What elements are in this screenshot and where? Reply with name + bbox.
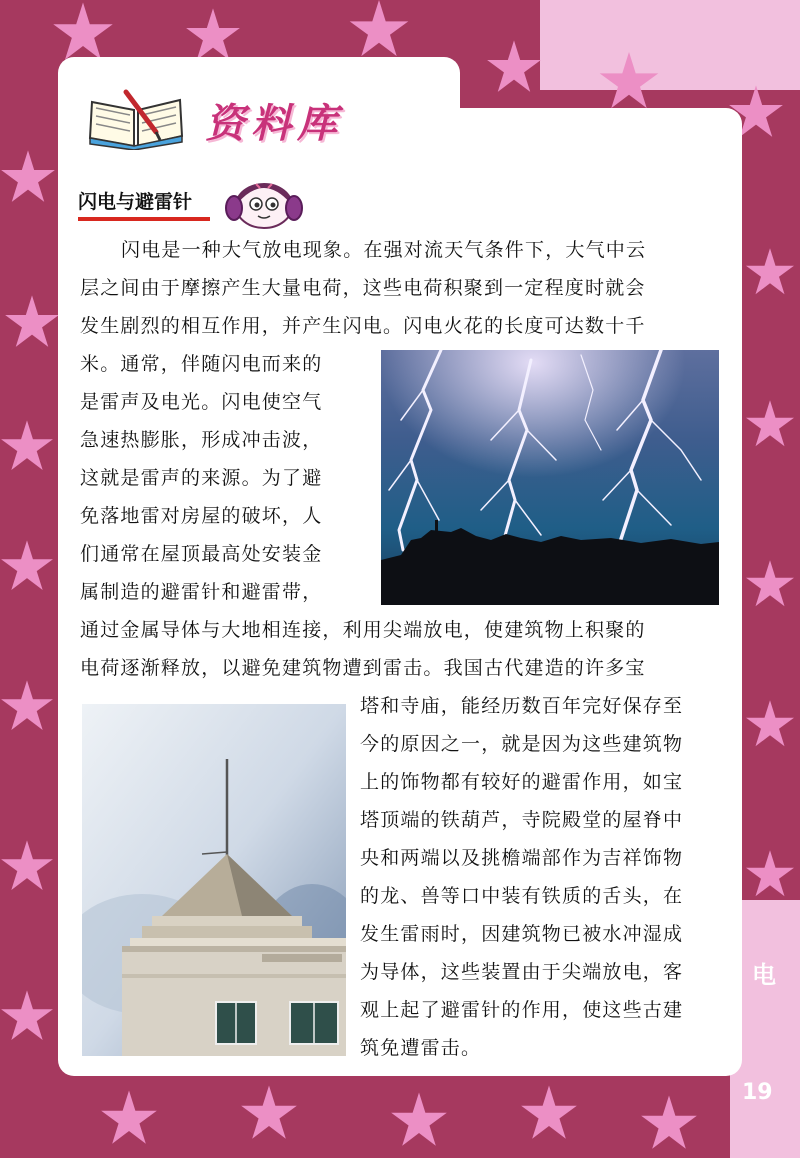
paragraph-line: 免落地雷对房屋的破坏，人 (80, 505, 323, 527)
paragraph-line: 央和两端以及挑檐端部作为吉祥饰物 (360, 847, 684, 869)
paragraph-line: 发生剧烈的相互作用，并产生闪电。闪电火花的长度可达数十千 (80, 315, 646, 337)
open-book-icon (86, 88, 186, 150)
page-number: 19 (742, 1080, 773, 1105)
background-accent-top (540, 0, 800, 90)
paragraph-line: 筑免遭雷击。 (360, 1037, 482, 1059)
paragraph-line: 这就是雷声的来源。为了避 (80, 467, 323, 489)
paragraph-line: 上的饰物都有较好的避雷作用，如宝 (360, 771, 684, 793)
paragraph-line: 层之间由于摩擦产生大量电荷，这些电荷积聚到一定程度时就会 (80, 277, 646, 299)
chapter-side-label: 电 (752, 961, 776, 989)
paragraph-line: 的龙、兽等口中装有铁质的舌头，在 (360, 885, 684, 907)
paragraph-line: 通过金属导体与大地相连接，利用尖端放电，使建筑物上积聚的 (80, 619, 646, 641)
paragraph-line: 米。通常，伴随闪电而来的 (80, 353, 323, 375)
paragraph-line: 今的原因之一，就是因为这些建筑物 (360, 733, 684, 755)
lightning-rod-building-photo (82, 704, 346, 1056)
paragraph-line: 属制造的避雷针和避雷带， (80, 581, 323, 603)
paragraph-line: 急速热膨胀，形成冲击波， (80, 429, 323, 451)
section-heading: 资料库 (205, 101, 343, 147)
paragraph-line: 是雷声及电光。闪电使空气 (80, 391, 323, 413)
topic-title: 闪电与避雷针 (78, 191, 193, 213)
paragraph-line: 发生雷雨时，因建筑物已被水冲湿成 (360, 923, 684, 945)
paragraph-line: 观上起了避雷针的作用，使这些古建 (360, 999, 684, 1021)
paragraph-line: 们通常在屋顶最高处安装金 (80, 543, 323, 565)
headphone-mascot-icon (222, 176, 306, 232)
lightning-photo (381, 350, 719, 605)
paragraph-line: 塔顶端的铁葫芦，寺院殿堂的屋脊中 (360, 809, 684, 831)
paragraph-line: 闪电是一种大气放电现象。在强对流天气条件下，大气中云 (121, 239, 647, 261)
paragraph-line: 为导体，这些装置由于尖端放电，客 (360, 961, 684, 983)
paragraph-line: 电荷逐渐释放，以避免建筑物遭到雷击。我国古代建造的许多宝 (80, 657, 646, 679)
title-underline (78, 217, 210, 221)
paragraph-line: 塔和寺庙，能经历数百年完好保存至 (360, 695, 684, 717)
